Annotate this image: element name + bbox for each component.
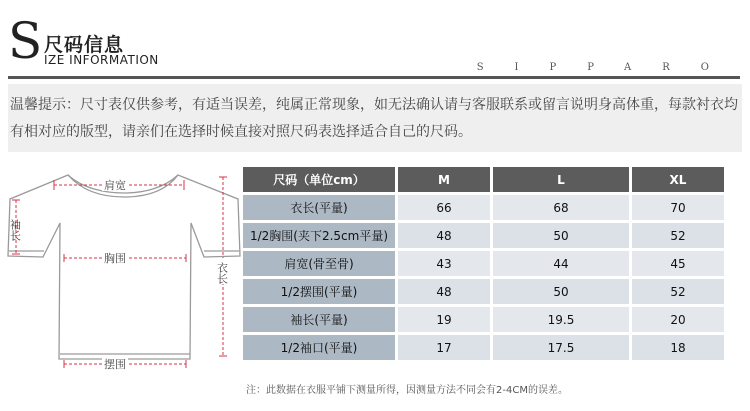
label-sleeve: 袖长	[8, 219, 22, 241]
table-cell: 17.5	[493, 335, 629, 360]
row-label: 1/2摆围(平量)	[243, 279, 395, 304]
brand-name: SIPPARO	[476, 62, 740, 73]
row-label: 衣长(平量)	[243, 195, 395, 220]
table-cell: 50	[493, 279, 629, 304]
table-cell: 48	[398, 279, 490, 304]
table-cell: 18	[632, 335, 724, 360]
row-label: 袖长(平量)	[243, 307, 395, 332]
header-size-unit: 尺码（单位cm）	[243, 167, 395, 192]
table-cell: 50	[493, 223, 629, 248]
table-row	[243, 307, 724, 332]
header-size-l: L	[493, 167, 629, 192]
label-length: 衣长	[215, 262, 229, 284]
table-cell: 66	[398, 195, 490, 220]
tshirt-diagram	[6, 162, 246, 396]
row-label: 1/2胸围(夹下2.5cm平量)	[243, 223, 395, 248]
measurement-note: 注：此数据在衣服平铺下测量所得，因测量方法不同会有2-4CM的误差。	[246, 385, 568, 396]
table-cell: 70	[632, 195, 724, 220]
table-cell: 19	[398, 307, 490, 332]
table-cell: 68	[493, 195, 629, 220]
table-row	[243, 279, 724, 304]
header-divider	[8, 76, 740, 79]
label-shoulder: 肩宽	[104, 179, 126, 192]
table-row	[243, 335, 724, 360]
table-cell: 19.5	[493, 307, 629, 332]
table-cell: 52	[632, 279, 724, 304]
logo-letter-s: S	[8, 12, 43, 70]
header-size-m: M	[398, 167, 490, 192]
table-cell: 45	[632, 251, 724, 276]
label-chest: 胸围	[104, 252, 126, 265]
table-cell: 44	[493, 251, 629, 276]
label-hem: 摆围	[104, 358, 126, 371]
row-label: 肩宽(骨至骨)	[243, 251, 395, 276]
measure-lines	[16, 177, 223, 364]
table-header-row	[243, 167, 724, 192]
table-row	[243, 223, 724, 248]
header-size-xl: XL	[632, 167, 724, 192]
notice-text: 温馨提示：尺寸表仅供参考，有适当误差，纯属正常现象，如无法确认请与客服联系或留言说明身高体重，每款衬衣均有相对应的版型，请亲们在选择时候直接对照尺码表选择适合自己的尺码。	[10, 97, 738, 140]
measure-ticks	[12, 177, 227, 368]
size-table	[240, 164, 727, 363]
table-cell: 20	[632, 307, 724, 332]
section-subtitle: IZE INFORMATION	[44, 53, 159, 67]
table-cell: 17	[398, 335, 490, 360]
table-row	[243, 251, 724, 276]
table-cell: 48	[398, 223, 490, 248]
tshirt-outline	[8, 175, 240, 359]
section-title: 尺码信息	[44, 34, 125, 56]
table-cell: 52	[632, 223, 724, 248]
row-label: 1/2袖口(平量)	[243, 335, 395, 360]
table-row	[243, 195, 724, 220]
table-cell: 43	[398, 251, 490, 276]
